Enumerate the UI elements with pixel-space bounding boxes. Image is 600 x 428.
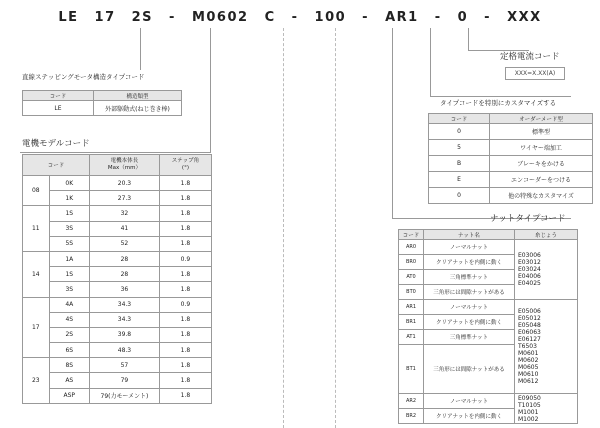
nut-code: BT1 xyxy=(399,345,424,394)
nut-header-code: コード xyxy=(399,230,424,240)
motor-heading: 電機モデルコード xyxy=(22,139,90,149)
nut-header-name: ナット名 xyxy=(424,230,515,240)
nut-heading: ナットタイプコード xyxy=(490,214,566,224)
nut-row xyxy=(399,240,578,255)
motor-code: 4A xyxy=(49,297,89,312)
custom-row xyxy=(429,172,593,188)
nut-thread-item: M0602 xyxy=(518,357,539,364)
nut-name: 三角形には間隙ナットがある xyxy=(424,345,515,394)
motor-frame-size: 17 xyxy=(23,297,50,358)
motor-header-step: ステップ角 (°) xyxy=(159,155,211,176)
motor-step-angle: 1.8 xyxy=(159,327,211,342)
motor-row xyxy=(23,312,212,327)
nut-code: BR1 xyxy=(399,315,424,330)
motor-step-angle: 1.8 xyxy=(159,206,211,221)
motor-step-angle: 1.8 xyxy=(159,343,211,358)
motor-frame-size: 14 xyxy=(23,251,50,297)
current-note: XXX=X.XX(A) xyxy=(505,67,565,80)
nut-code: BT0 xyxy=(399,285,424,300)
motor-row xyxy=(23,358,212,373)
motor-code: 1S xyxy=(49,267,89,282)
motor-code: ASP xyxy=(49,388,89,403)
code-segment: XXX xyxy=(507,10,542,25)
custom-row xyxy=(429,156,593,172)
nut-thread-item: E03024 xyxy=(518,266,541,273)
custom-code: E xyxy=(429,172,490,188)
code-segment: - xyxy=(434,10,442,25)
motor-header-len: 電機本体長 Max（mm） xyxy=(89,155,159,176)
code-segment: 17 xyxy=(94,10,116,25)
custom-desc: エンコーダーをつける xyxy=(490,172,593,188)
motor-row xyxy=(23,373,212,388)
nut-code: AR0 xyxy=(399,240,424,255)
motor-row xyxy=(23,388,212,403)
motor-step-angle: 1.8 xyxy=(159,191,211,206)
custom-header-desc: オーダーメード型 xyxy=(490,114,593,124)
code-segment: - xyxy=(169,10,176,25)
nut-code: BR0 xyxy=(399,255,424,270)
nut-thread-list xyxy=(515,394,578,424)
custom-table xyxy=(428,113,593,204)
motor-length: 79(力モーメント) xyxy=(89,388,159,403)
nut-thread-item: E03006 xyxy=(518,252,541,259)
motor-step-angle: 1.8 xyxy=(159,358,211,373)
code-segment: - xyxy=(291,10,299,25)
motor-row xyxy=(23,267,212,282)
custom-code: 0 xyxy=(429,188,490,204)
motor-step-angle: 1.8 xyxy=(159,267,211,282)
nut-thread-item: E05006 xyxy=(518,308,541,315)
dash-line-2 xyxy=(335,28,336,428)
nut-name: 三角形には間隙ナットがある xyxy=(424,285,515,300)
motor-step-angle: 1.8 xyxy=(159,236,211,251)
motor-step-angle: 1.8 xyxy=(159,176,211,191)
current-heading: 定格電流コード xyxy=(500,52,560,62)
custom-header-code: コード xyxy=(429,114,490,124)
motor-length: 36 xyxy=(89,282,159,297)
motor-code: 3S xyxy=(49,282,89,297)
motor-length: 48.3 xyxy=(89,343,159,358)
nut-code: AT1 xyxy=(399,330,424,345)
custom-heading: タイプコードを特別にカスタマイズする xyxy=(440,99,557,107)
motor-step-angle: 0.9 xyxy=(159,297,211,312)
code-segment: AR1 xyxy=(385,10,419,25)
nut-thread-item: M1001 xyxy=(518,408,539,416)
motor-length: 41 xyxy=(89,221,159,236)
nut-name: クリアナットを内側に動く xyxy=(424,409,515,424)
motor-row xyxy=(23,221,212,236)
structure-row-code: LE xyxy=(23,101,94,116)
motor-step-angle: 0.9 xyxy=(159,251,211,266)
custom-code: 0 xyxy=(429,124,490,140)
nut-name: ノーマルナット xyxy=(424,300,515,315)
nut-thread-item: E03012 xyxy=(518,259,541,266)
motor-code: 0K xyxy=(49,176,89,191)
nut-thread-item: M0610 xyxy=(518,371,539,378)
custom-desc: ブレーキをかける xyxy=(490,156,593,172)
motor-code: 2S xyxy=(49,327,89,342)
motor-row xyxy=(23,327,212,342)
custom-desc: 標準型 xyxy=(490,124,593,140)
custom-header-row xyxy=(429,114,593,124)
motor-code: 1S xyxy=(49,206,89,221)
custom-desc: 他の特殊なカスタマイズ xyxy=(490,188,593,204)
dash-line-1 xyxy=(283,28,284,428)
structure-header-type: 構造類型 xyxy=(94,91,182,101)
motor-length: 57 xyxy=(89,358,159,373)
product-code-title xyxy=(0,10,600,25)
motor-length: 27.3 xyxy=(89,191,159,206)
motor-length: 34.3 xyxy=(89,297,159,312)
motor-row xyxy=(23,206,212,221)
nut-name: ノーマルナット xyxy=(424,394,515,409)
nut-thread-list xyxy=(515,240,578,300)
custom-row xyxy=(429,140,593,156)
nut-thread-list xyxy=(515,300,578,394)
motor-length: 32 xyxy=(89,206,159,221)
nut-thread-item: M0601 xyxy=(518,350,539,357)
motor-row xyxy=(23,297,212,312)
nut-thread-item: E05048 xyxy=(518,322,541,329)
custom-desc: ワイヤー端加工 xyxy=(490,140,593,156)
code-segment: LE xyxy=(58,10,79,25)
motor-row xyxy=(23,191,212,206)
nut-name: ノーマルナット xyxy=(424,240,515,255)
nut-name: クリアナットを内側に動く xyxy=(424,315,515,330)
nut-thread-item: E05012 xyxy=(518,315,541,322)
motor-row xyxy=(23,176,212,191)
motor-row xyxy=(23,343,212,358)
nut-thread-item: E09050 xyxy=(518,394,541,402)
nut-thread-item: M1002 xyxy=(518,415,539,423)
nut-header-row xyxy=(399,230,578,240)
nut-table xyxy=(398,229,578,424)
motor-code: 3S xyxy=(49,221,89,236)
motor-step-angle: 1.8 xyxy=(159,373,211,388)
motor-step-angle: 1.8 xyxy=(159,388,211,403)
motor-length: 28 xyxy=(89,267,159,282)
code-segment: M0602 xyxy=(191,10,249,25)
nut-thread-item: E04006 xyxy=(518,273,541,280)
motor-header-code: コード xyxy=(23,155,90,176)
motor-step-angle: 1.8 xyxy=(159,312,211,327)
structure-header-code: コード xyxy=(23,91,94,101)
motor-header-row xyxy=(23,155,212,176)
motor-length: 28 xyxy=(89,251,159,266)
custom-code: B xyxy=(429,156,490,172)
nut-code: AR1 xyxy=(399,300,424,315)
code-segment: C xyxy=(264,10,276,25)
motor-length: 34.3 xyxy=(89,312,159,327)
motor-row xyxy=(23,236,212,251)
nut-thread-item: E04025 xyxy=(518,280,541,287)
nut-thread-item: E06127 xyxy=(518,336,541,343)
motor-code: AS xyxy=(49,373,89,388)
motor-code: 4S xyxy=(49,312,89,327)
nut-name: 三角標準ナット xyxy=(424,270,515,285)
nut-code: AT0 xyxy=(399,270,424,285)
nut-row xyxy=(399,394,578,409)
motor-step-angle: 1.8 xyxy=(159,221,211,236)
code-segment: 100 xyxy=(314,10,347,25)
nut-thread-item: T10105 xyxy=(518,401,541,409)
motor-code: 1A xyxy=(49,251,89,266)
motor-code: 6S xyxy=(49,343,89,358)
structure-heading: 直線ステッピングモータ構造タイプコード xyxy=(22,73,145,81)
nut-name: 三角標準ナット xyxy=(424,330,515,345)
custom-row xyxy=(429,188,593,204)
motor-row xyxy=(23,282,212,297)
motor-length: 39.8 xyxy=(89,327,159,342)
code-segment: - xyxy=(484,10,492,25)
code-segment: 0 xyxy=(457,10,469,25)
motor-step-angle: 1.8 xyxy=(159,282,211,297)
motor-code: 1K xyxy=(49,191,89,206)
nut-code: BR2 xyxy=(399,409,424,424)
nut-row xyxy=(399,300,578,315)
custom-code: 5 xyxy=(429,140,490,156)
nut-thread-item: M0612 xyxy=(518,378,539,385)
motor-length: 79 xyxy=(89,373,159,388)
structure-table xyxy=(22,90,182,116)
structure-row-type: 外部駆動式(ねじ巻き棒) xyxy=(94,101,182,116)
nut-thread-item: M0605 xyxy=(518,364,539,371)
motor-row xyxy=(23,251,212,266)
motor-table xyxy=(22,154,212,404)
nut-thread-item: T6503 xyxy=(518,343,537,350)
nut-name: クリアナットを内側に動く xyxy=(424,255,515,270)
motor-frame-size: 11 xyxy=(23,206,50,252)
motor-code: 5S xyxy=(49,236,89,251)
nut-thread-item: E06063 xyxy=(518,329,541,336)
motor-length: 20.3 xyxy=(89,176,159,191)
motor-frame-size: 23 xyxy=(23,358,50,404)
nut-header-thread: 糸じょう xyxy=(515,230,578,240)
custom-row xyxy=(429,124,593,140)
motor-code: 8S xyxy=(49,358,89,373)
code-segment: - xyxy=(362,10,370,25)
motor-frame-size: 08 xyxy=(23,176,50,206)
code-segment: 2S xyxy=(131,10,154,25)
motor-length: 52 xyxy=(89,236,159,251)
nut-code: AR2 xyxy=(399,394,424,409)
